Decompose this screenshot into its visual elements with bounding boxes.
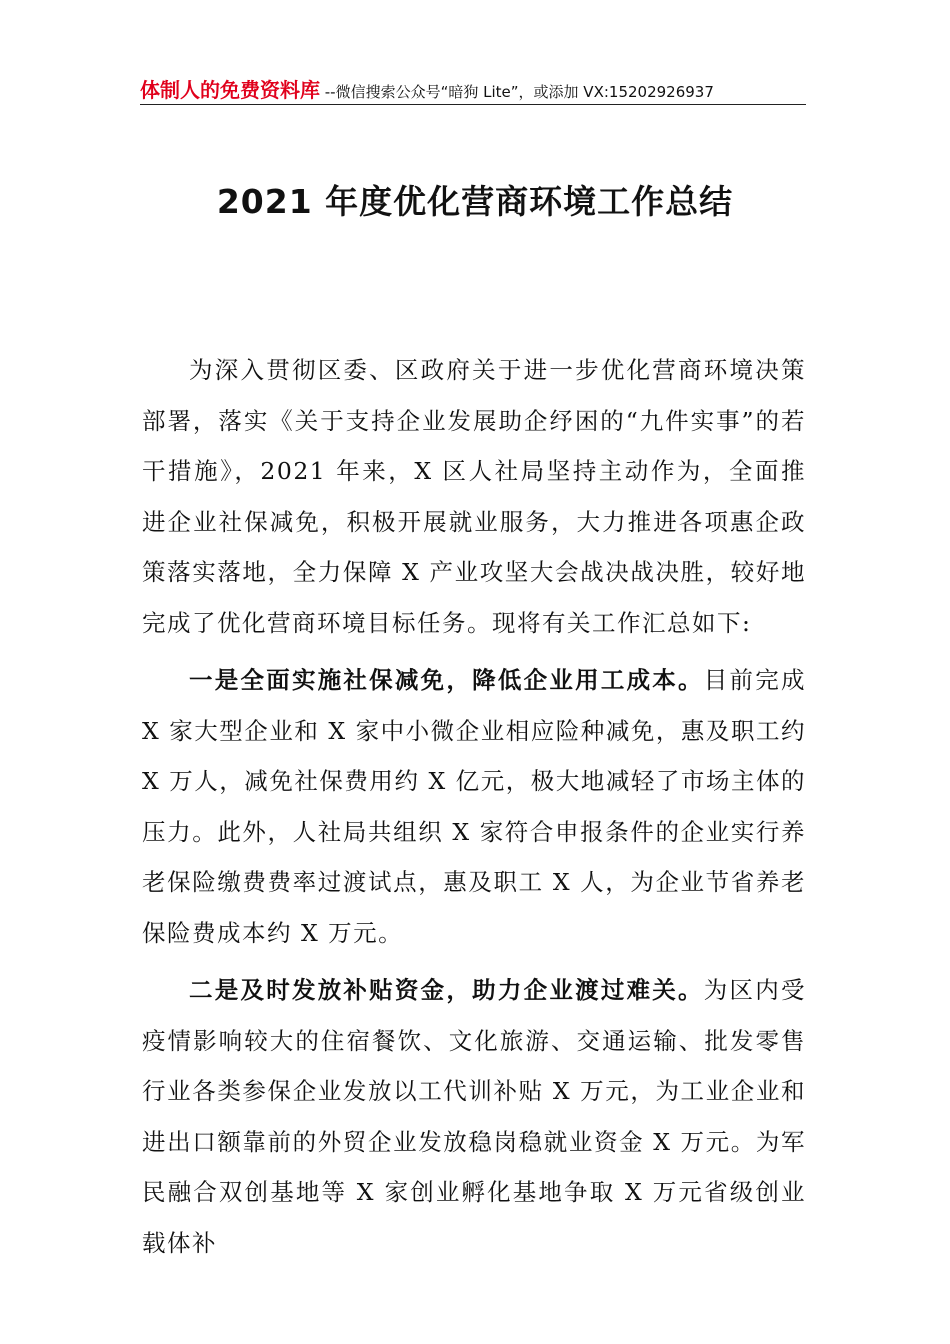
paragraph-subsidies (142, 965, 806, 1268)
paragraph-lead: 一是全面实施社保减免，降低企业用工成本。 (189, 666, 704, 694)
watermark-header (140, 74, 806, 105)
paragraph-text: 为深入贯彻区委、区政府关于进一步优化营商环境决策部署，落实《关于支持企业发展助企纾困的“九件实事”的若干措施》，2021 年来，X 区人社局坚持主动作为，全面推进企业社保减免，积极开展就业服务，大力推进各项惠企政策落实落地，全力保障 X 产业攻坚大会战决战决胜，较好地完成了优化营商环境目标任务。现将有关工作汇总如下: (142, 356, 806, 637)
paragraph-lead: 二是及时发放补贴资金，助力企业渡过难关。 (189, 976, 704, 1004)
paragraph-social-insurance (142, 655, 806, 958)
document-body (142, 345, 806, 1268)
document-title: 2021 年度优化营商环境工作总结 (216, 182, 734, 221)
paragraph-text: 目前完成 X 家大型企业和 X 家中小微企业相应险种减免，惠及职工约 X 万人，减免社保费用约 X 亿元，极大地减轻了市场主体的压力。此外，人社局共组织 X 家符合申报条件的企业实行养老保险缴费费率过渡试点，惠及职工 X 人，为企业节省养老保险费成本约 X 万元。 (142, 666, 807, 947)
paragraph-intro (142, 345, 806, 648)
paragraph-text: 为区内受疫情影响较大的住宿餐饮、文化旅游、交通运输、批发零售行业各类参保企业发放以工代训补贴 X 万元，为工业企业和进出口额靠前的外贸企业发放稳岗稳就业资金 X 万元。为军民融合双创基地等 X 家创业孵化基地争取 X 万元省级创业载体补 (142, 976, 807, 1257)
header-contact-info: --微信搜索公众号“暗狗 Lite”，或添加 VX:15202926937 (320, 83, 714, 101)
header-brand: 体制人的免费资料库 (140, 78, 320, 102)
